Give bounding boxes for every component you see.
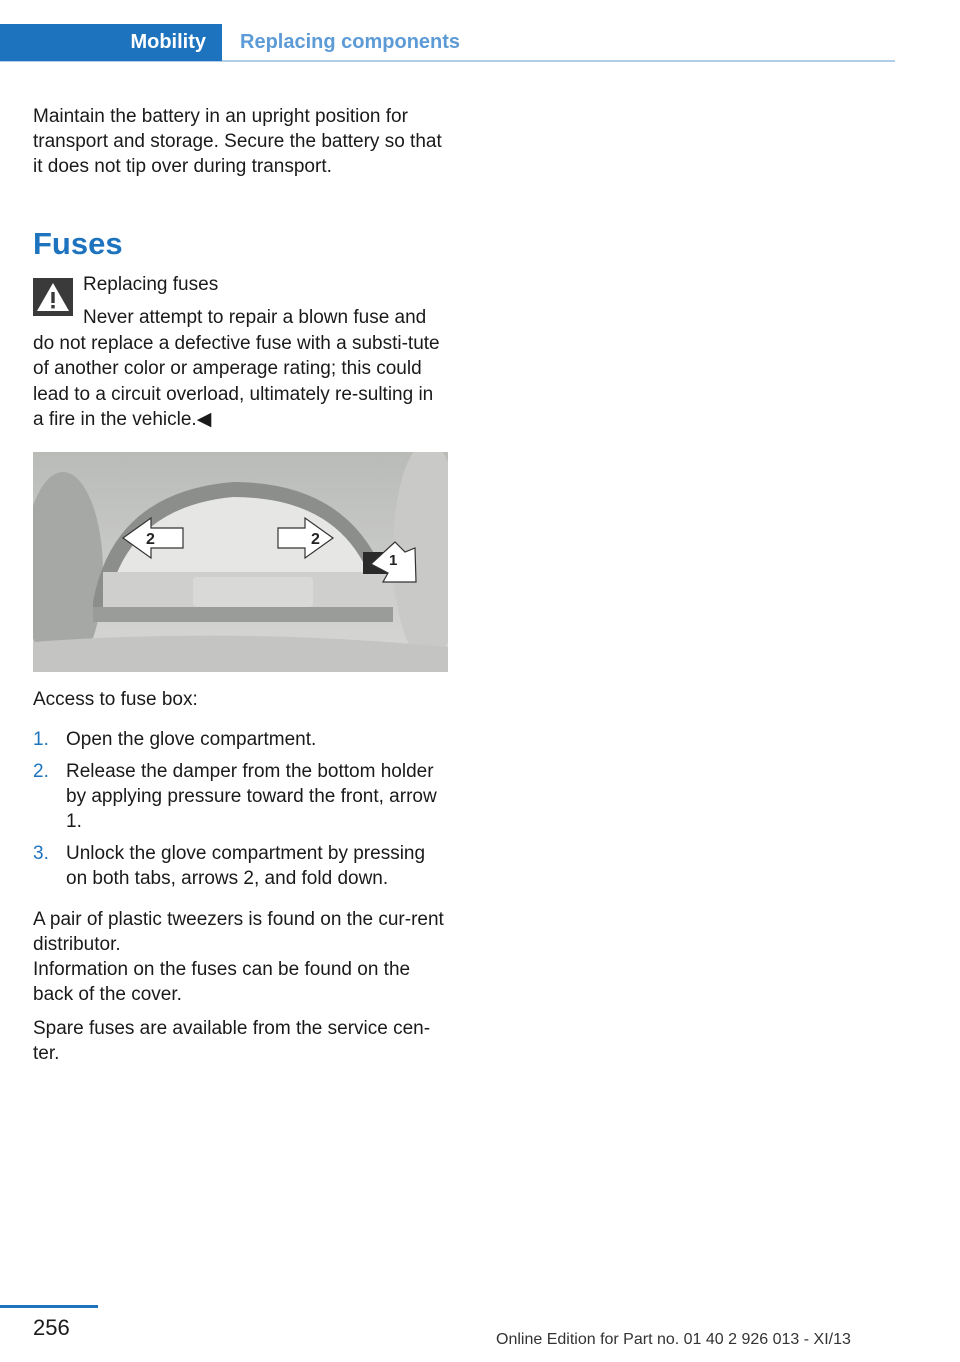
section-heading: Fuses xyxy=(33,226,123,261)
svg-text:2: 2 xyxy=(146,531,155,548)
warning-title: Replacing fuses xyxy=(83,274,219,295)
step-number: 2. xyxy=(33,761,49,782)
step-number: 3. xyxy=(33,843,49,864)
tweezers-paragraph: A pair of plastic tweezers is found on the cur‐rent distributor. xyxy=(33,909,444,955)
access-label: Access to fuse box: xyxy=(33,689,198,710)
page-header xyxy=(0,24,895,62)
page-number: 256 xyxy=(33,1315,70,1340)
step-number: 1. xyxy=(33,729,49,750)
edition-note: Online Edition for Part no. 01 40 2 926 013 - XI/13 xyxy=(496,1331,851,1348)
footer-rule xyxy=(0,1305,98,1308)
steps-list xyxy=(33,727,448,898)
list-item xyxy=(33,841,448,891)
list-item xyxy=(33,759,448,834)
glove-compartment-photo xyxy=(33,452,448,672)
intro-paragraph: Maintain the battery in an upright position for transport and storage. Secure the battery so that it does not tip over during transport. xyxy=(33,106,442,177)
step-text: Release the damper from the bottom holder by applying pressure toward the front, arrow 1. xyxy=(66,761,437,832)
warning-text: Never attempt to repair a blown fuse and do not replace a defective fuse with a substi‐tute of another color or amperage rating; this could lead to a circuit overload, ultimately re‐sulting in a fire in the vehicle.◀ xyxy=(33,307,440,430)
header-rule xyxy=(0,60,895,62)
svg-text:1: 1 xyxy=(389,552,398,569)
svg-text:2: 2 xyxy=(311,531,320,548)
cover-info-paragraph: Information on the fuses can be found on the back of the cover. xyxy=(33,959,411,1005)
subsection-tab: Replacing components xyxy=(240,31,461,53)
spare-fuses-paragraph: Spare fuses are available from the service cen‐ter. xyxy=(33,1018,431,1064)
step-text: Open the glove compartment. xyxy=(66,729,317,750)
list-item xyxy=(33,727,448,752)
section-tab: Mobility xyxy=(0,24,222,61)
step-text: Unlock the glove compartment by pressing on both tabs, arrows 2, and fold down. xyxy=(66,843,426,889)
